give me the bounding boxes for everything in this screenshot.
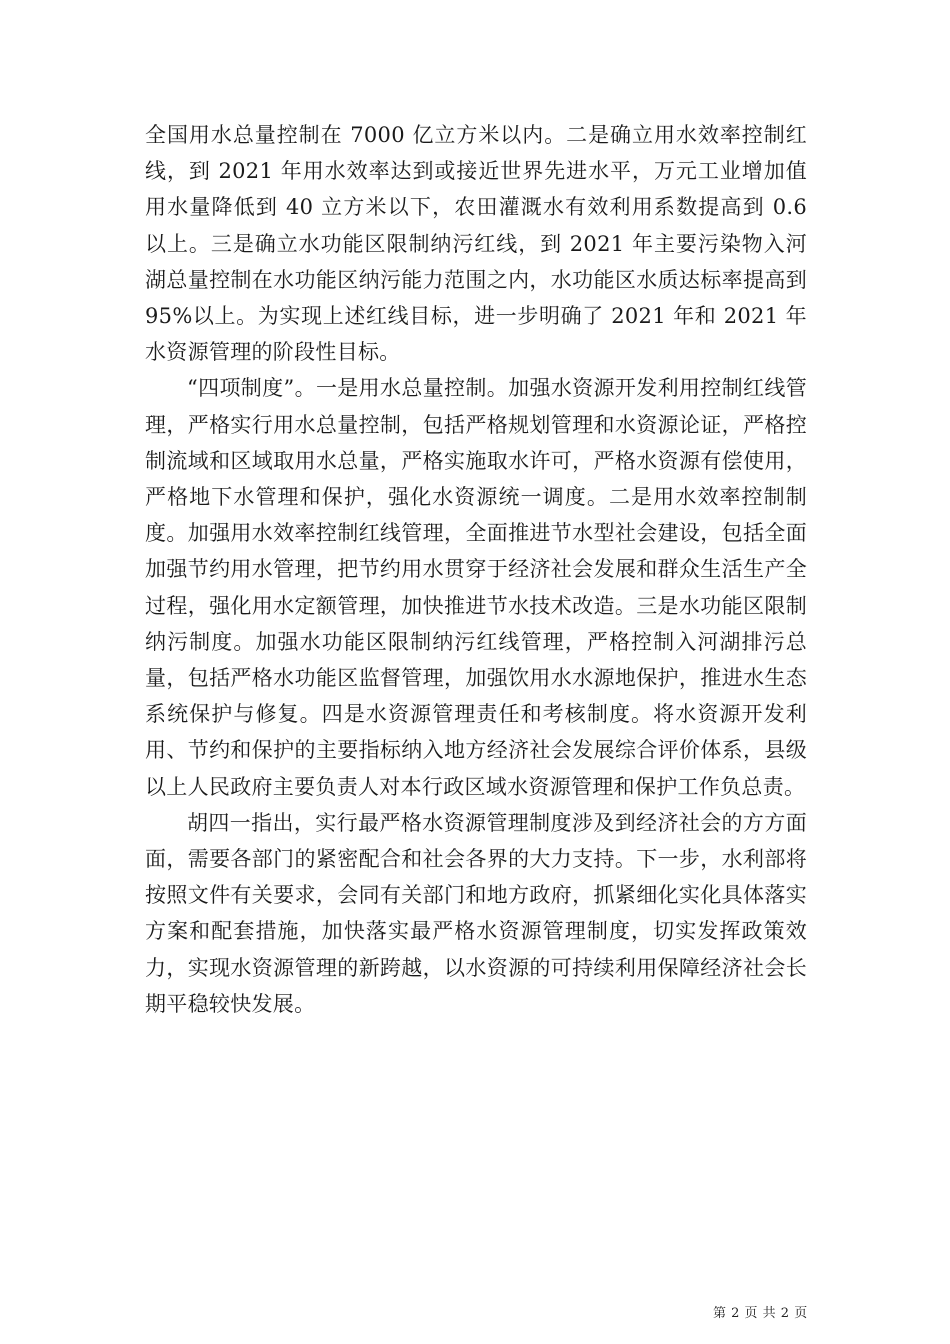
paragraph-four-systems: “四项制度”。一是用水总量控制。加强水资源开发利用控制红线管理，严格实行用水总量控制，包括严格规划管理和水资源论证，严格控制流域和区域取用水总量，严格实施取水许可，严格水资源有偿使用，严格地下水管理和保护，强化水资源统一调度。二是用水效率控制制度。加强用水效率控制红线管理，全面推进节水型社会建设，包括全面加强节约用水管理，把节约用水贯穿于经济社会发展和群众生活生产全过程，强化用水定额管理，加快推进节水技术改造。三是水功能区限制纳污制度。加强水功能区限制纳污红线管理，严格控制入河湖排污总量，包括严格水功能区监督管理，加强饮用水水源地保护，推进水生态系统保护与修复。四是水资源管理责任和考核制度。将水资源开发利用、节约和保护的主要指标纳入地方经济社会发展综合评价体系，县级以上人民政府主要负责人对本行政区域水资源管理和保护工作负总责。 [145, 376, 807, 799]
document-body [145, 117, 807, 1022]
paragraph-conclusion: 胡四一指出，实行最严格水资源管理制度涉及到经济社会的方方面面，需要各部门的紧密配合和社会各界的大力支持。下一步，水利部将按照文件有关要求，会同有关部门和地方政府，抓紧细化实化具体落实方案和配套措施，加快落实最严格水资源管理制度，切实发挥政策效力，实现水资源管理的新跨越，以水资源的可持续利用保障经济社会长期平稳较快发展。 [145, 810, 807, 1016]
paragraph-red-lines: 全国用水总量控制在 7000 亿立方米以内。二是确立用水效率控制红线，到 2021 年用水效率达到或接近世界先进水平，万元工业增加值用水量降低到 40 立方米以下，农田灌溉水有效利用系数提高到 0.6 以上。三是确立水功能区限制纳污红线，到 2021 年主要污染物入河湖总量控制在水功能区纳污能力范围之内，水功能区水质达标率提高到 95%以上。为实现上述红线目标，进一步明确了 2021 年和 2021 年水资源管理的阶段性目标。 [145, 123, 807, 365]
page-footer: 第 2 页 共 2 页 [713, 1306, 808, 1321]
